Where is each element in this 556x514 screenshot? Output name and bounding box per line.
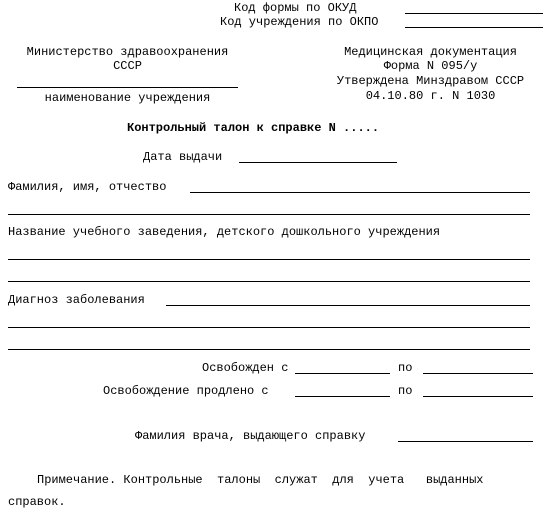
doc-type: Медицинская документация: [344, 45, 517, 59]
institution-name-field-1[interactable]: [8, 259, 530, 260]
approved-by: Утверждена Минздравом СССР: [336, 74, 525, 88]
okud-label: Код формы по ОКУД: [234, 1, 357, 15]
extended-from-field[interactable]: [295, 396, 390, 397]
full-name-label: Фамилия, имя, отчество: [8, 180, 167, 194]
note-line2: справок.: [8, 495, 66, 509]
extended-from-label: Освобождение продлено с: [103, 384, 269, 398]
extended-to-field[interactable]: [423, 396, 533, 397]
extended-to-label: по: [398, 384, 413, 398]
issue-date-label: Дата выдачи: [143, 150, 223, 164]
ministry-line2: СССР: [113, 59, 142, 73]
released-to-label: по: [398, 361, 413, 375]
page-title: Контрольный талон к справке N .....: [127, 121, 380, 135]
released-from-field[interactable]: [295, 373, 390, 374]
diagnosis-field-3[interactable]: [8, 349, 530, 350]
institution-name-field-2[interactable]: [8, 281, 530, 282]
form-number: Форма N 095/у: [383, 59, 478, 73]
doctor-name-label: Фамилия врача, выдающего справку: [135, 429, 366, 443]
okpo-label: Код учреждения по ОКПО: [220, 15, 379, 29]
issue-date-field[interactable]: [239, 162, 397, 163]
approval-date: 04.10.80 г. N 1030: [365, 89, 496, 103]
okud-field[interactable]: [405, 13, 543, 14]
diagnosis-label: Диагноз заболевания: [8, 293, 145, 307]
released-to-field[interactable]: [423, 373, 533, 374]
institution-caption: наименование учреждения: [44, 91, 211, 105]
full-name-field-continued[interactable]: [8, 214, 530, 215]
institution-field[interactable]: [17, 87, 238, 88]
diagnosis-field[interactable]: [166, 305, 530, 306]
ministry-line1: Министерство здравоохранения: [26, 45, 229, 59]
full-name-field[interactable]: [190, 192, 530, 193]
okpo-field[interactable]: [405, 27, 543, 28]
doctor-name-field[interactable]: [398, 441, 533, 442]
note-line1: Примечание. Контрольные талоны служат для учета выданных: [37, 473, 484, 487]
diagnosis-field-2[interactable]: [8, 327, 530, 328]
institution-name-label: Название учебного заведения, детского дошкольного учреждения: [8, 225, 441, 239]
released-from-label: Освобожден с: [202, 361, 289, 375]
